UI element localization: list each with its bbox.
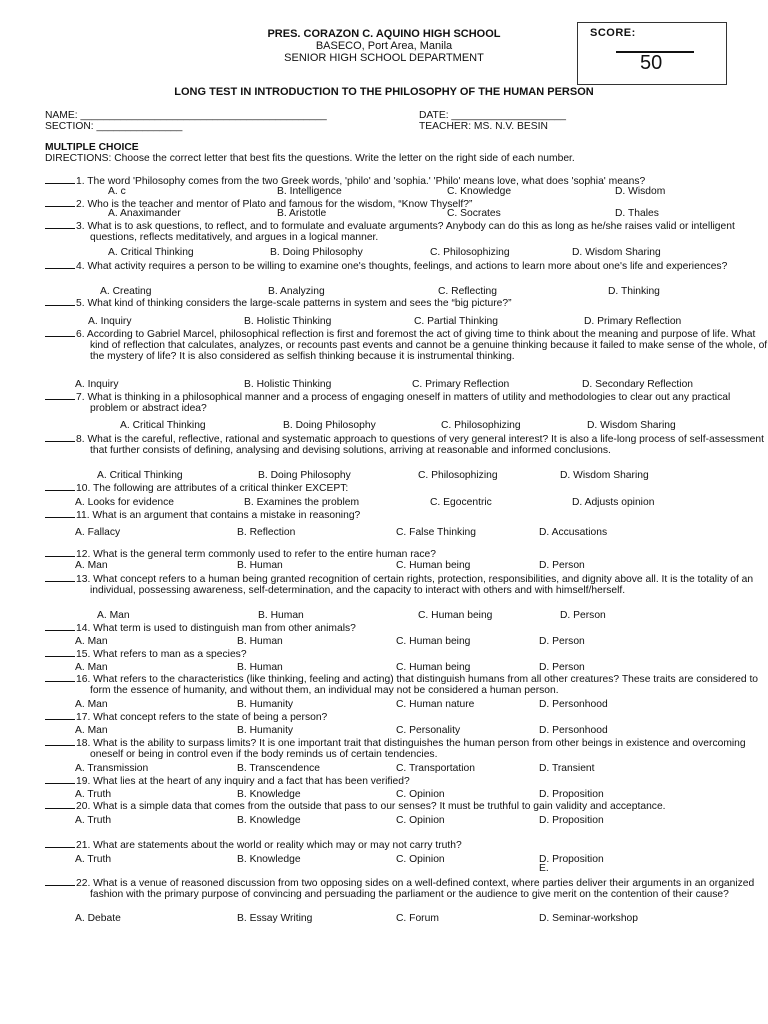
answer-blank[interactable]: [45, 799, 75, 809]
question-text: 13. What concept refers to a human being granted recognition of certain rights, protection, responsibilities, and dignity above all. It is the totality of an individual, possessing awareness, self-determination, and the capacity to interact with others and with himself/herself.: [76, 574, 754, 597]
question-text: 3. What is to ask questions, to reflect, and to formulate and evaluate arguments? Anybody can do this as long as he/she raises valid or intelligent questions, reflects meditatively, and argues in a logical manner.: [76, 221, 735, 244]
answer-blank[interactable]: [45, 481, 75, 491]
question-text: 17. What concept refers to the state of being a person?: [76, 712, 328, 723]
question-text: 19. What lies at the heart of any inquiry and a fact that has been verified?: [76, 776, 410, 787]
option-b: B. Knowledge: [237, 815, 301, 826]
option-c: C. Reflecting: [438, 286, 497, 297]
question-16: [45, 710, 768, 723]
option-c: C. Philosophizing: [441, 420, 521, 431]
school-name: PRES. CORAZON C. AQUINO HIGH SCHOOL: [267, 28, 501, 40]
option-b: B. Knowledge: [237, 789, 301, 800]
question-text: 10. The following are attributes of a critical thinker EXCEPT:: [76, 483, 349, 494]
question-6: [45, 327, 768, 363]
option-d: D. Personhood: [539, 699, 608, 710]
option-d: D. Secondary Reflection: [582, 379, 694, 390]
question-text: 2. Who is the teacher and mentor of Plato and famous for the wisdom, “Know Thyself?”: [76, 199, 473, 210]
option-d: D. Person: [539, 636, 585, 647]
option-b: B. Aristotle: [277, 208, 327, 219]
option-b: B. Knowledge: [237, 854, 301, 865]
question-text: 6. According to Gabriel Marcel, philosophical reflection is first and foremost the act of giving time to think about the meaning and purpose of life. What kind of reflection that calculates, analyzes, or recounts past events and cannot be a genuine thinking because it failed to make sense of the whole, of the mystery of life? It is also considered as selfish thinking because it is instrumental thinking.: [76, 329, 768, 363]
option-d: D. Person: [539, 662, 585, 673]
option-b: B. Human: [237, 560, 283, 571]
question-text: 8. What is the careful, reflective, rational and systematic approach to questions of very general interest? It is also a life-long process of self-assessment that further consists of defining, analysing and devising solutions, arriving at reasonable and informed conclusions.: [76, 434, 764, 457]
department-name: SENIOR HIGH SCHOOL DEPARTMENT: [284, 52, 484, 64]
question-text: 21. What are statements about the world or reality which may or may not carry truth?: [76, 840, 462, 851]
option-e: E.: [539, 863, 549, 874]
directions: DIRECTIONS: Choose the correct letter that best fits the questions. Write the letter on the right side of each number.: [45, 153, 575, 164]
option-b: B. Human: [258, 610, 304, 621]
option-d: D. Proposition: [539, 854, 604, 865]
option-a: A. Anaximander: [108, 208, 181, 219]
option-d: D. Transient: [539, 763, 595, 774]
option-b: B. Intelligence: [277, 186, 342, 197]
option-a: A. Critical Thinking: [108, 247, 194, 258]
option-c: C. False Thinking: [396, 527, 476, 538]
score-label: SCORE:: [590, 27, 636, 39]
answer-blank[interactable]: [45, 647, 75, 657]
option-b: B. Analyzing: [268, 286, 325, 297]
option-c: C. Transportation: [396, 763, 475, 774]
option-b: B. Doing Philosophy: [283, 420, 376, 431]
answer-blank[interactable]: [45, 174, 75, 184]
option-d: D. Person: [539, 560, 585, 571]
question-5: [45, 296, 768, 309]
option-c: C. Socrates: [447, 208, 501, 219]
question-3: [45, 219, 768, 243]
question-20: [45, 838, 768, 851]
question-text: 16. What refers to the characteristics (like thinking, feeling and acting) that distinguish humans from all other creatures? These traits are considered to form the essence of humanity, and without them, an individual may not be considered a human person.: [76, 674, 759, 697]
option-a: A. Fallacy: [75, 527, 121, 538]
option-b: B. Humanity: [237, 699, 294, 710]
option-a: A. Man: [75, 699, 108, 710]
question-4: [45, 259, 768, 272]
answer-blank[interactable]: [45, 432, 75, 442]
option-b: B. Human: [237, 662, 283, 673]
question-14: [45, 647, 768, 660]
question-13: [45, 621, 768, 634]
question-text: 1. The word 'Philosophy comes from the two Greek words, 'philo' and 'sophia.' 'Philo' means love, what does 'sophia' means?: [76, 176, 646, 187]
question-19: [45, 799, 768, 812]
option-a: A. Truth: [75, 854, 112, 865]
question-text: 4. What activity requires a person to be willing to examine one's thoughts, feelings, and actions to learn more about one's life and experiences?: [76, 261, 728, 272]
option-d: D. Seminar-workshop: [539, 913, 638, 924]
question-text: 12. What is the general term commonly used to refer to the entire human race?: [76, 549, 436, 560]
option-c: C. Opinion: [396, 789, 445, 800]
question-21: [45, 876, 768, 900]
option-c: C. Opinion: [396, 815, 445, 826]
answer-blank[interactable]: [45, 327, 75, 337]
question-text: 22. What is a venue of reasoned discussion from two opposing sides on a well-defined context, where parties deliver their arguments in an organized fashion with the primary purpose of convincing and persuading the parliament or the audience to give merit on the contention of their cause?: [76, 878, 755, 901]
option-d: D. Wisdom Sharing: [560, 470, 649, 481]
option-c: C. Human nature: [396, 699, 475, 710]
option-a: A. Looks for evidence: [75, 497, 175, 508]
question-18: [45, 774, 768, 787]
option-c: C. Philosophizing: [418, 470, 498, 481]
option-a: A. Creating: [100, 286, 152, 297]
option-c: C. Primary Reflection: [412, 379, 510, 390]
answer-blank[interactable]: [45, 296, 75, 306]
option-d: D. Personhood: [539, 725, 608, 736]
option-d: D. Thinking: [608, 286, 660, 297]
answer-blank[interactable]: [45, 508, 75, 518]
section-title: MULTIPLE CHOICE: [45, 142, 139, 153]
answer-blank[interactable]: [45, 672, 75, 682]
option-b: B. Human: [237, 636, 283, 647]
question-text: 11. What is an argument that contains a mistake in reasoning?: [76, 510, 361, 521]
option-a: A. Debate: [75, 913, 121, 924]
question-12: [45, 572, 768, 596]
option-b: B. Holistic Thinking: [244, 379, 332, 390]
option-a: A. Man: [75, 662, 108, 673]
option-c: C. Forum: [396, 913, 439, 924]
option-d: D. Accusations: [539, 527, 608, 538]
option-a: A. Truth: [75, 815, 112, 826]
option-d: D. Wisdom Sharing: [572, 247, 661, 258]
option-c: C. Human being: [396, 636, 471, 647]
option-a: A. Man: [75, 560, 108, 571]
option-a: A. Man: [75, 636, 108, 647]
question-10: [45, 508, 768, 521]
option-c: C. Personality: [396, 725, 461, 736]
option-b: B. Doing Philosophy: [258, 470, 351, 481]
option-a: A. Inquiry: [75, 379, 119, 390]
section-field[interactable]: SECTION: _______________: [45, 121, 183, 132]
question-9: [45, 481, 768, 494]
option-d: D. Proposition: [539, 789, 604, 800]
option-c: C. Philosophizing: [430, 247, 510, 258]
option-a: A. Inquiry: [88, 316, 132, 327]
question-text: 7. What is thinking in a philosophical manner and a process of engaging oneself in matters of utility and methodologies to clear out any practical problem or abstract idea?: [76, 392, 731, 415]
question-text: 14. What term is used to distinguish man from other animals?: [76, 623, 356, 634]
answer-blank[interactable]: [45, 736, 75, 746]
option-c: C. Partial Thinking: [414, 316, 498, 327]
answer-blank[interactable]: [45, 572, 75, 582]
option-b: B. Humanity: [237, 725, 294, 736]
answer-blank[interactable]: [45, 219, 75, 229]
option-d: D. Wisdom: [615, 186, 666, 197]
question-17: [45, 736, 768, 760]
teacher-label: TEACHER: MS. N.V. BESIN: [419, 121, 548, 132]
option-a: A. c: [108, 186, 126, 197]
question-11: [45, 547, 768, 560]
answer-blank[interactable]: [45, 838, 75, 848]
option-a: A. Man: [75, 725, 108, 736]
option-b: B. Essay Writing: [237, 913, 313, 924]
option-a: A. Critical Thinking: [120, 420, 206, 431]
question-8: [45, 432, 768, 456]
date-field[interactable]: DATE: ____________________: [419, 110, 566, 121]
score-total: 50: [640, 52, 663, 74]
option-b: B. Transcendence: [237, 763, 320, 774]
question-text: 20. What is a simple data that comes from the outside that pass to our senses? It must be truthful to gain validity and acceptance.: [76, 801, 666, 812]
answer-blank[interactable]: [45, 390, 75, 400]
option-c: C. Human being: [396, 662, 471, 673]
test-title: LONG TEST IN INTRODUCTION TO THE PHILOSOPHY OF THE HUMAN PERSON: [174, 86, 594, 98]
question-7: [45, 390, 768, 414]
option-a: A. Critical Thinking: [97, 470, 183, 481]
option-c: C. Human being: [418, 610, 493, 621]
option-b: B. Reflection: [237, 527, 296, 538]
answer-blank[interactable]: [45, 710, 75, 720]
answer-blank[interactable]: [45, 197, 75, 207]
answer-blank[interactable]: [45, 621, 75, 631]
option-a: A. Transmission: [75, 763, 149, 774]
option-d: D. Thales: [615, 208, 659, 219]
question-text: 18. What is the ability to surpass limits? It is one important trait that distinguishes the human person from other beings in existence and overcoming oneself or being in control even if the body reminds us of certain tendencies.: [76, 738, 746, 761]
option-d: D. Wisdom Sharing: [587, 420, 676, 431]
option-d: D. Primary Reflection: [584, 316, 682, 327]
answer-blank[interactable]: [45, 876, 75, 886]
question-text: 5. What kind of thinking considers the large-scale patterns in system and sees the “big picture?”: [76, 298, 512, 309]
name-field[interactable]: NAME: ___________________________________________: [45, 110, 327, 121]
option-c: C. Knowledge: [447, 186, 512, 197]
option-d: D. Proposition: [539, 815, 604, 826]
option-b: B. Doing Philosophy: [270, 247, 363, 258]
option-c: C. Human being: [396, 560, 471, 571]
score-box: [577, 22, 727, 85]
question-15: [45, 672, 768, 696]
option-d: D. Person: [560, 610, 606, 621]
option-b: B. Holistic Thinking: [244, 316, 332, 327]
answer-blank[interactable]: [45, 547, 75, 557]
school-address: BASECO, Port Area, Manila: [315, 40, 453, 52]
option-b: B. Examines the problem: [244, 497, 360, 508]
answer-blank[interactable]: [45, 774, 75, 784]
option-a: A. Truth: [75, 789, 112, 800]
option-a: A. Man: [97, 610, 130, 621]
question-text: 15. What refers to man as a species?: [76, 649, 247, 660]
option-d: D. Adjusts opinion: [572, 497, 655, 508]
answer-blank[interactable]: [45, 259, 75, 269]
option-c: C. Egocentric: [430, 497, 492, 508]
option-c: C. Opinion: [396, 854, 445, 865]
